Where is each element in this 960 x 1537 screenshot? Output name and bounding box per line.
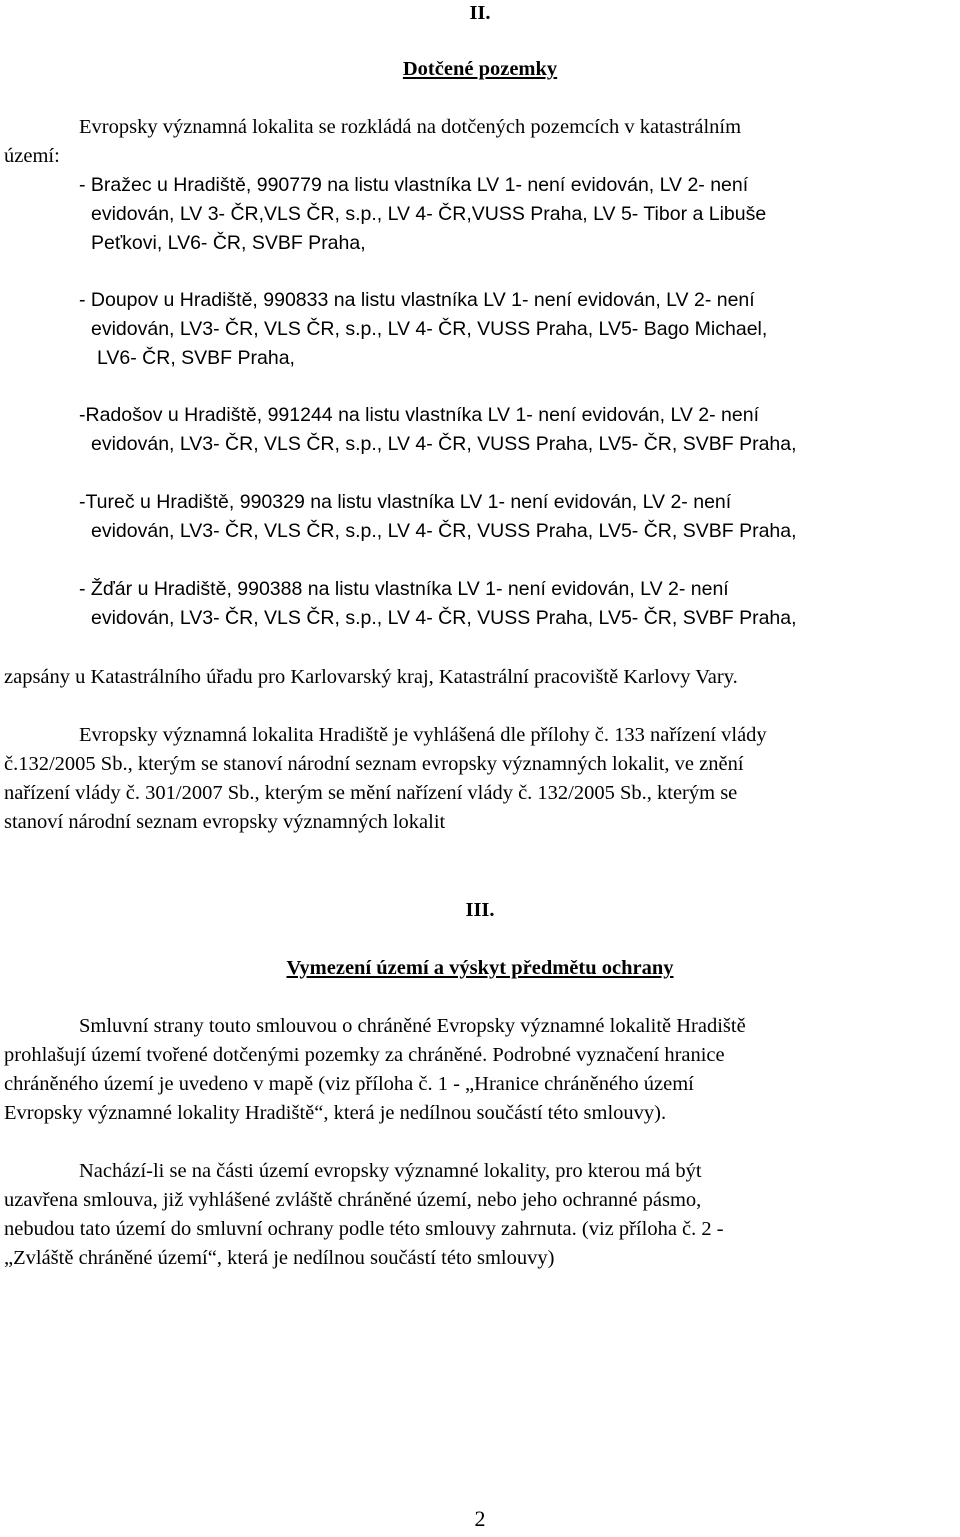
page-number: 2 — [474, 1506, 486, 1531]
paragraph-line: Smluvní strany touto smlouvou o chráněné Evropsky významné lokalitě Hradiště — [79, 1015, 746, 1037]
parcel-line: - Doupov u Hradiště, 990833 na listu vlastníka LV 1- není evidován, LV 2- není — [79, 289, 755, 311]
paragraph-line: „Zvláště chráněné území“, která je nedílnou součástí této smlouvy) — [4, 1247, 555, 1269]
section-number: III. — [465, 899, 495, 921]
section-number: II. — [469, 2, 491, 24]
parcel-line: evidován, LV3- ČR, VLS ČR, s.p., LV 4- ČR, VUSS Praha, LV5- ČR, SVBF Praha, — [91, 433, 797, 455]
declaration-line: č.132/2005 Sb., kterým se stanoví národní seznam evropsky významných lokalit, ve znění — [4, 753, 744, 775]
section-title: Vymezení území a výskyt předmětu ochrany — [286, 957, 674, 979]
paragraph-line: Nachází-li se na části území evropsky významné lokality, pro kterou má být — [79, 1160, 702, 1182]
registry-line: zapsány u Katastrálního úřadu pro Karlovarský kraj, Katastrální pracoviště Karlovy Vary. — [4, 666, 738, 688]
parcel-line: evidován, LV3- ČR, VLS ČR, s.p., LV 4- ČR, VUSS Praha, LV5- ČR, SVBF Praha, — [91, 520, 797, 542]
section-title: Dotčené pozemky — [402, 58, 558, 80]
parcel-line: LV6- ČR, SVBF Praha, — [97, 347, 295, 369]
declaration-line: stanoví národní seznam evropsky významných lokalit — [4, 811, 446, 833]
paragraph-line: uzavřena smlouva, již vyhlášené zvláště chráněné území, nebo jeho ochranné pásmo, — [4, 1189, 702, 1211]
intro-line: Evropsky významná lokalita se rozkládá na dotčených pozemcích v katastrálním — [79, 116, 742, 138]
paragraph-line: Evropsky významné lokality Hradiště“, která je nedílnou součástí této smlouvy). — [4, 1102, 667, 1124]
intro-line: území: — [4, 145, 60, 167]
parcel-line: -Tureč u Hradiště, 990329 na listu vlastníka LV 1- není evidován, LV 2- není — [79, 491, 732, 513]
declaration-line: nařízení vlády č. 301/2007 Sb., kterým se mění nařízení vlády č. 132/2005 Sb., kterým se — [4, 782, 738, 804]
parcel-line: evidován, LV3- ČR, VLS ČR, s.p., LV 4- ČR, VUSS Praha, LV5- ČR, SVBF Praha, — [91, 607, 797, 629]
parcel-line: -Radošov u Hradiště, 991244 na listu vlastníka LV 1- není evidován, LV 2- není — [79, 404, 760, 426]
paragraph-line: prohlašují území tvořené dotčenými pozemky za chráněné. Podrobné vyznačení hranice — [4, 1044, 725, 1066]
parcel-line: evidován, LV3- ČR, VLS ČR, s.p., LV 4- ČR, VUSS Praha, LV5- Bago Michael, — [91, 318, 768, 340]
paragraph-line: nebudou tato území do smluvní ochrany podle této smlouvy zahrnuta. (viz příloha č. 2 - — [4, 1218, 724, 1240]
paragraph-line: chráněného území je uvedeno v mapě (viz příloha č. 1 - „Hranice chráněného území — [4, 1073, 694, 1095]
parcel-line: evidován, LV 3- ČR,VLS ČR, s.p., LV 4- ČR,VUSS Praha, LV 5- Tibor a Libuše — [91, 203, 767, 225]
parcel-line: - Žďár u Hradiště, 990388 na listu vlastníka LV 1- není evidován, LV 2- není — [79, 578, 729, 600]
parcel-line: - Bražec u Hradiště, 990779 na listu vlastníka LV 1- není evidován, LV 2- není — [79, 174, 749, 196]
parcel-line: Peťkovi, LV6- ČR, SVBF Praha, — [91, 232, 366, 254]
declaration-line: Evropsky významná lokalita Hradiště je vyhlášená dle přílohy č. 133 nařízení vlády — [79, 724, 767, 746]
